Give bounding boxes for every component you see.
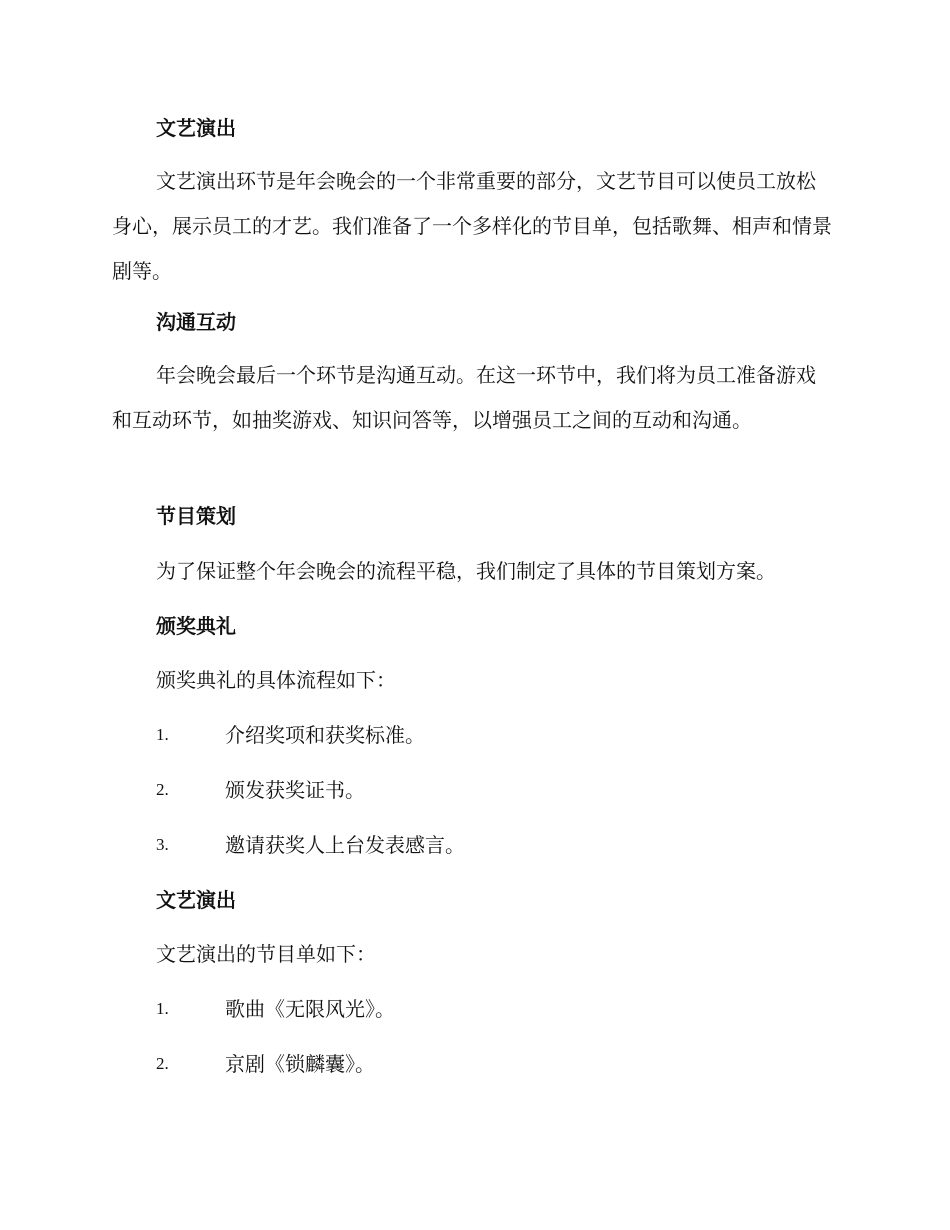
section-heading-performance: 文艺演出: [156, 116, 236, 140]
list-item-number: 1.: [156, 725, 169, 744]
list-item-text: 颁发获奖证书。: [225, 778, 365, 802]
list-item-number: 2.: [156, 1054, 169, 1073]
program-intro: 文艺演出的节目单如下：: [156, 942, 376, 966]
list-item-number: 1.: [156, 999, 169, 1018]
paragraph-planning: 为了保证整个年会晚会的流程平稳，我们制定了具体的节目策划方案。: [156, 559, 776, 583]
section-heading-planning: 节目策划: [156, 504, 236, 528]
list-item-text: 歌曲《无限风光》。: [225, 997, 395, 1021]
section-heading-performance-list: 文艺演出: [156, 888, 236, 912]
awards-intro: 颁奖典礼的具体流程如下：: [156, 668, 396, 692]
list-item-number: 3.: [156, 835, 169, 854]
list-item-text: 京剧《锁麟囊》。: [225, 1052, 375, 1076]
section-heading-awards: 颁奖典礼: [156, 614, 236, 638]
list-item-number: 2.: [156, 780, 169, 799]
list-item-text: 介绍奖项和获奖标准。: [225, 723, 425, 747]
paragraph-interaction: 年会晚会最后一个环节是沟通互动。在这一环节中，我们将为员工准备游戏和互动环节，如抽奖游戏、知识问答等，以增强员工之间的互动和沟通。: [112, 363, 816, 432]
paragraph-performance: 文艺演出环节是年会晚会的一个非常重要的部分，文艺节目可以使员工放松身心，展示员工的才艺。我们准备了一个多样化的节目单，包括歌舞、相声和情景剧等。: [112, 169, 832, 283]
list-item-text: 邀请获奖人上台发表感言。: [225, 833, 465, 857]
section-heading-interaction: 沟通互动: [156, 310, 236, 334]
